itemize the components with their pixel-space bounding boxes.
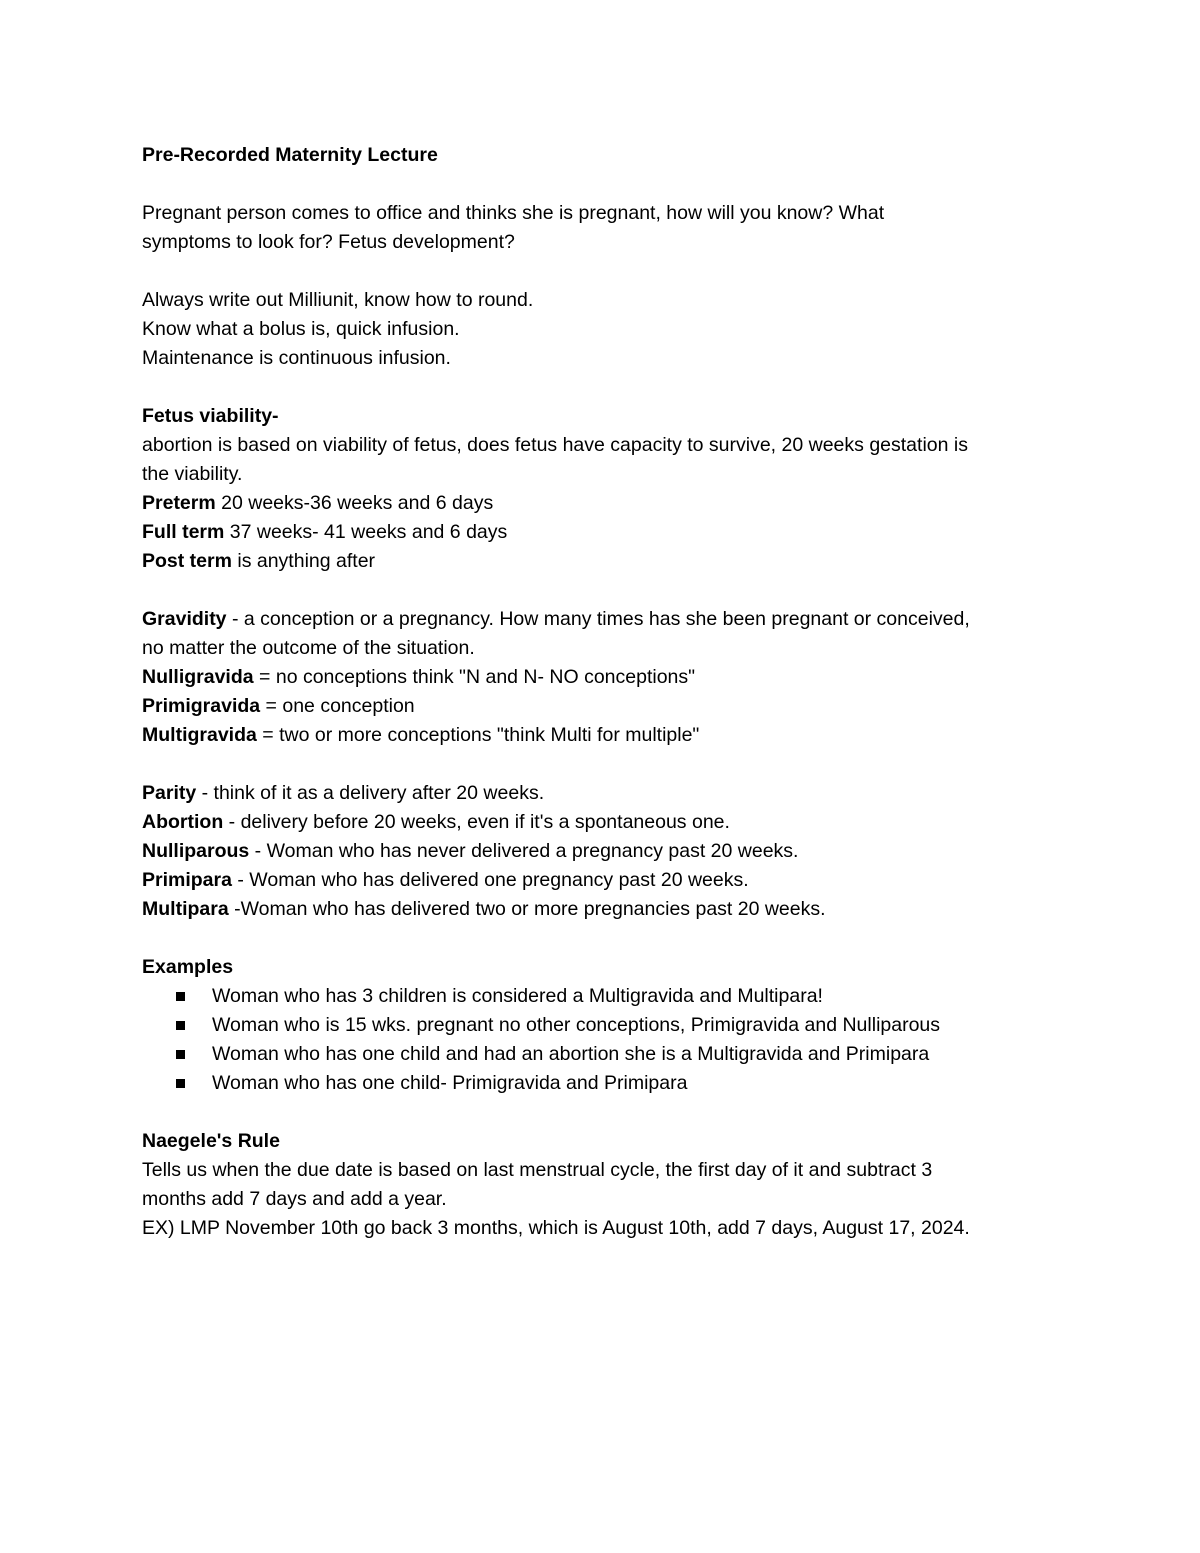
viability-heading: Fetus viability- xyxy=(142,405,279,427)
term-desc: = no conceptions think "N and N- NO conceptions" xyxy=(253,666,696,688)
term-desc: = two or more conceptions "think Multi for multiple" xyxy=(256,724,700,746)
term-desc: - think of it as a delivery after 20 weeks. xyxy=(196,782,545,804)
note-line: Maintenance is continuous infusion. xyxy=(142,347,451,369)
square-bullet-icon xyxy=(176,1079,185,1088)
square-bullet-icon xyxy=(176,1021,185,1030)
document-title: Pre-Recorded Maternity Lecture xyxy=(142,144,438,166)
viability-text: abortion is based on viability of fetus, does fetus have capacity to survive, 20 weeks gestation is xyxy=(142,434,968,456)
term-name: Primigravida xyxy=(142,695,261,717)
naegele-text: months add 7 days and add a year. xyxy=(142,1188,447,1210)
square-bullet-icon xyxy=(176,992,185,1001)
naegele-heading: Naegele's Rule xyxy=(142,1130,280,1152)
term-name: Preterm xyxy=(142,492,216,514)
examples-list xyxy=(142,982,1062,1098)
list-item: Woman who is 15 wks. pregnant no other conceptions, Primigravida and Nulliparous xyxy=(142,1011,1062,1040)
term-definition xyxy=(142,663,1062,692)
term-definition xyxy=(142,518,1062,547)
list-item: Woman who has 3 children is considered a Multigravida and Multipara! xyxy=(142,982,1062,1011)
naegele-text: Tells us when the due date is based on last menstrual cycle, the first day of it and subtract 3 xyxy=(142,1159,933,1181)
term-name: Nulligravida xyxy=(142,666,254,688)
term-definition xyxy=(142,837,1062,866)
term-definition xyxy=(142,779,1062,808)
term-name: Full term xyxy=(142,521,225,543)
term-definition xyxy=(142,808,1062,837)
naegele-example: EX) LMP November 10th go back 3 months, which is August 10th, add 7 days, August 17, 2024. xyxy=(142,1217,970,1239)
term-desc: is anything after xyxy=(231,550,376,572)
term-desc: - Woman who has never delivered a pregnancy past 20 weeks. xyxy=(249,840,799,862)
term-definition xyxy=(142,547,1062,576)
note-line: Know what a bolus is, quick infusion. xyxy=(142,318,460,340)
term-desc: -Woman who has delivered two or more pregnancies past 20 weeks. xyxy=(228,898,826,920)
term-name: Nulliparous xyxy=(142,840,250,862)
gravidity-definition xyxy=(142,605,1062,634)
examples-heading: Examples xyxy=(142,956,234,978)
square-bullet-icon xyxy=(176,1050,185,1059)
term-definition xyxy=(142,489,1062,518)
term-desc: - delivery before 20 weeks, even if it's a spontaneous one. xyxy=(223,811,730,833)
term-desc: = one conception xyxy=(260,695,415,717)
term-name: Primipara xyxy=(142,869,232,891)
term-name: Multigravida xyxy=(142,724,257,746)
term-definition xyxy=(142,721,1062,750)
term-desc: 37 weeks- 41 weeks and 6 days xyxy=(224,521,508,543)
term-definition xyxy=(142,895,1062,924)
term-name: Multipara xyxy=(142,898,229,920)
term-desc: 20 weeks-36 weeks and 6 days xyxy=(215,492,494,514)
intro-line: Pregnant person comes to office and thinks she is pregnant, how will you know? What xyxy=(142,202,885,224)
term-desc: - Woman who has delivered one pregnancy past 20 weeks. xyxy=(231,869,749,891)
term-definition xyxy=(142,692,1062,721)
gravidity-text: no matter the outcome of the situation. xyxy=(142,637,475,659)
viability-text: the viability. xyxy=(142,463,243,485)
term-definition xyxy=(142,866,1062,895)
list-item: Woman who has one child- Primigravida and Primipara xyxy=(142,1069,1062,1098)
term-name: Gravidity xyxy=(142,608,227,630)
intro-line: symptoms to look for? Fetus development? xyxy=(142,231,515,253)
list-item: Woman who has one child and had an abortion she is a Multigravida and Primipara xyxy=(142,1040,1062,1069)
term-name: Abortion xyxy=(142,811,224,833)
term-name: Post term xyxy=(142,550,232,572)
term-desc: - a conception or a pregnancy. How many times has she been pregnant or conceived, xyxy=(226,608,970,630)
note-line: Always write out Milliunit, know how to round. xyxy=(142,289,534,311)
term-name: Parity xyxy=(142,782,197,804)
document-page xyxy=(142,141,1062,1243)
